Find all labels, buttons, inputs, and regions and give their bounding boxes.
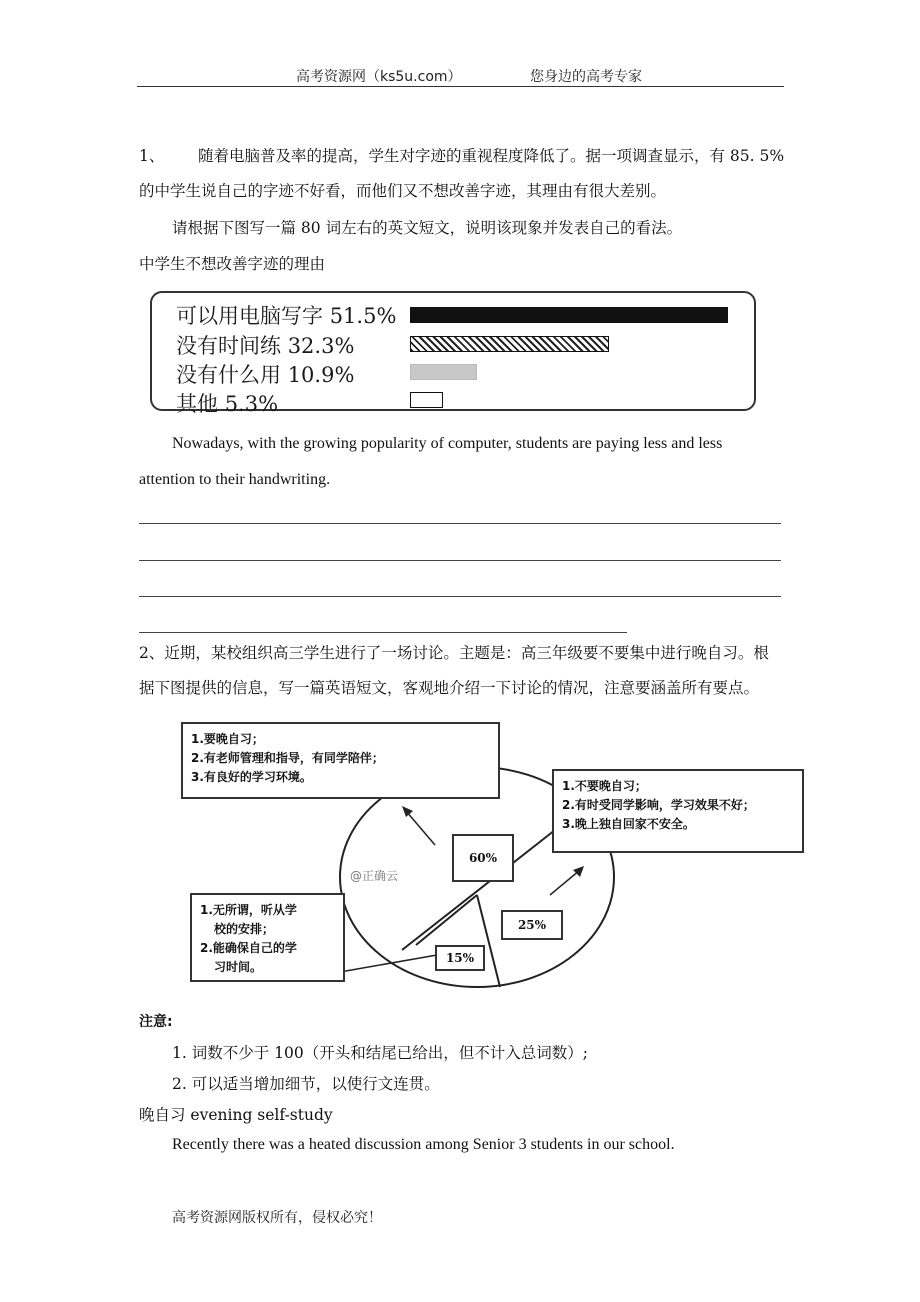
- box-no: [552, 769, 804, 853]
- bar-no-time: [410, 336, 609, 352]
- box-no-line: 1.不要晚自习；: [562, 779, 647, 793]
- q1-number: 1、: [139, 147, 165, 165]
- box-neutral-line: 习时间。: [214, 960, 263, 974]
- bar-other: [410, 392, 443, 408]
- self-study-pie-diagram: [170, 710, 820, 990]
- box-yes-line: 1.要晚自习；: [191, 732, 264, 746]
- arrow-yes: [406, 811, 435, 845]
- q1-chart-title: 中学生不想改善字迹的理由: [139, 255, 326, 273]
- box-neutral: [190, 893, 345, 982]
- header-rule: [137, 86, 784, 87]
- handwriting-reasons-chart: [150, 291, 756, 416]
- q1-opening-line2: attention to their handwriting.: [139, 471, 331, 488]
- note-1: 1. 词数不少于 100（开头和结尾已给出，但不计入总词数）;: [172, 1044, 588, 1062]
- pct-no: 25%: [501, 910, 563, 940]
- arrow-yes-head: [402, 806, 413, 817]
- header-slogan: 您身边的高考专家: [530, 69, 642, 85]
- pie-divider-center: [416, 895, 477, 945]
- box-neutral-line: 1.无所谓，听从学: [200, 903, 297, 917]
- box-neutral-line: 2.能确保自己的学: [200, 941, 297, 955]
- footer-copyright: 高考资源网版权所有，侵权必究！: [172, 1210, 382, 1226]
- bar-label-computer: 可以用电脑写字 51.5%: [176, 304, 397, 328]
- q2-line1: 2、近期，某校组织高三学生进行了一场讨论。主题是：高三年级要不要集中进行晚自习。根: [139, 644, 769, 662]
- q1-line2: 的中学生说自己的字迹不好看，而他们又不想改善字迹，其理由有很大差别。: [139, 182, 667, 200]
- writing-line[interactable]: [139, 523, 781, 524]
- box-yes-line: 2.有老师管理和指导，有同学陪伴；: [191, 751, 384, 765]
- writing-line[interactable]: [139, 596, 781, 597]
- arrow-no: [550, 870, 580, 895]
- header-site: 高考资源网（ks5u.com）: [296, 69, 462, 85]
- bar-label-other: 其他 5.3%: [176, 392, 279, 416]
- box-no-line: 2.有时受同学影响，学习效果不好；: [562, 798, 755, 812]
- q2-opening: Recently there was a heated discussion among Senior 3 students in our school.: [172, 1136, 675, 1153]
- notes-title: 注意:: [139, 1014, 173, 1030]
- bar-label-no-time: 没有时间练 32.3%: [176, 334, 355, 358]
- note-2: 2. 可以适当增加细节，以使行文连贯。: [172, 1075, 440, 1093]
- box-yes: [181, 722, 500, 799]
- writing-line[interactable]: [139, 560, 781, 561]
- box-neutral-line: 校的安排；: [214, 922, 275, 936]
- vocab-hint: 晚自习 evening self-study: [139, 1106, 333, 1124]
- writing-line[interactable]: [139, 632, 627, 633]
- watermark: @正确云: [350, 869, 399, 883]
- box-no-line: 3.晚上独自回家不安全。: [562, 817, 695, 831]
- bar-computer: [410, 307, 728, 323]
- bar-useless: [410, 364, 477, 380]
- q2-line2: 据下图提供的信息，写一篇英语短文，客观地介绍一下讨论的情况，注意要涵盖所有要点。: [139, 679, 760, 697]
- q1-line1: 随着电脑普及率的提高，学生对字迹的重视程度降低了。据一项调查显示，有 85. 5%: [198, 147, 785, 165]
- arrow-neutral: [340, 955, 437, 972]
- bar-label-useless: 没有什么用 10.9%: [176, 363, 355, 387]
- pct-neutral: 15%: [435, 945, 485, 971]
- pct-yes: 60%: [452, 834, 514, 882]
- q1-instruction: 请根据下图写一篇 80 词左右的英文短文，说明该现象并发表自己的看法。: [172, 219, 683, 237]
- q1-opening-line1: Nowadays, with the growing popularity of computer, students are paying less and less: [172, 435, 723, 452]
- pie-divider-neutral: [477, 895, 500, 987]
- box-yes-line: 3.有良好的学习环境。: [191, 770, 312, 784]
